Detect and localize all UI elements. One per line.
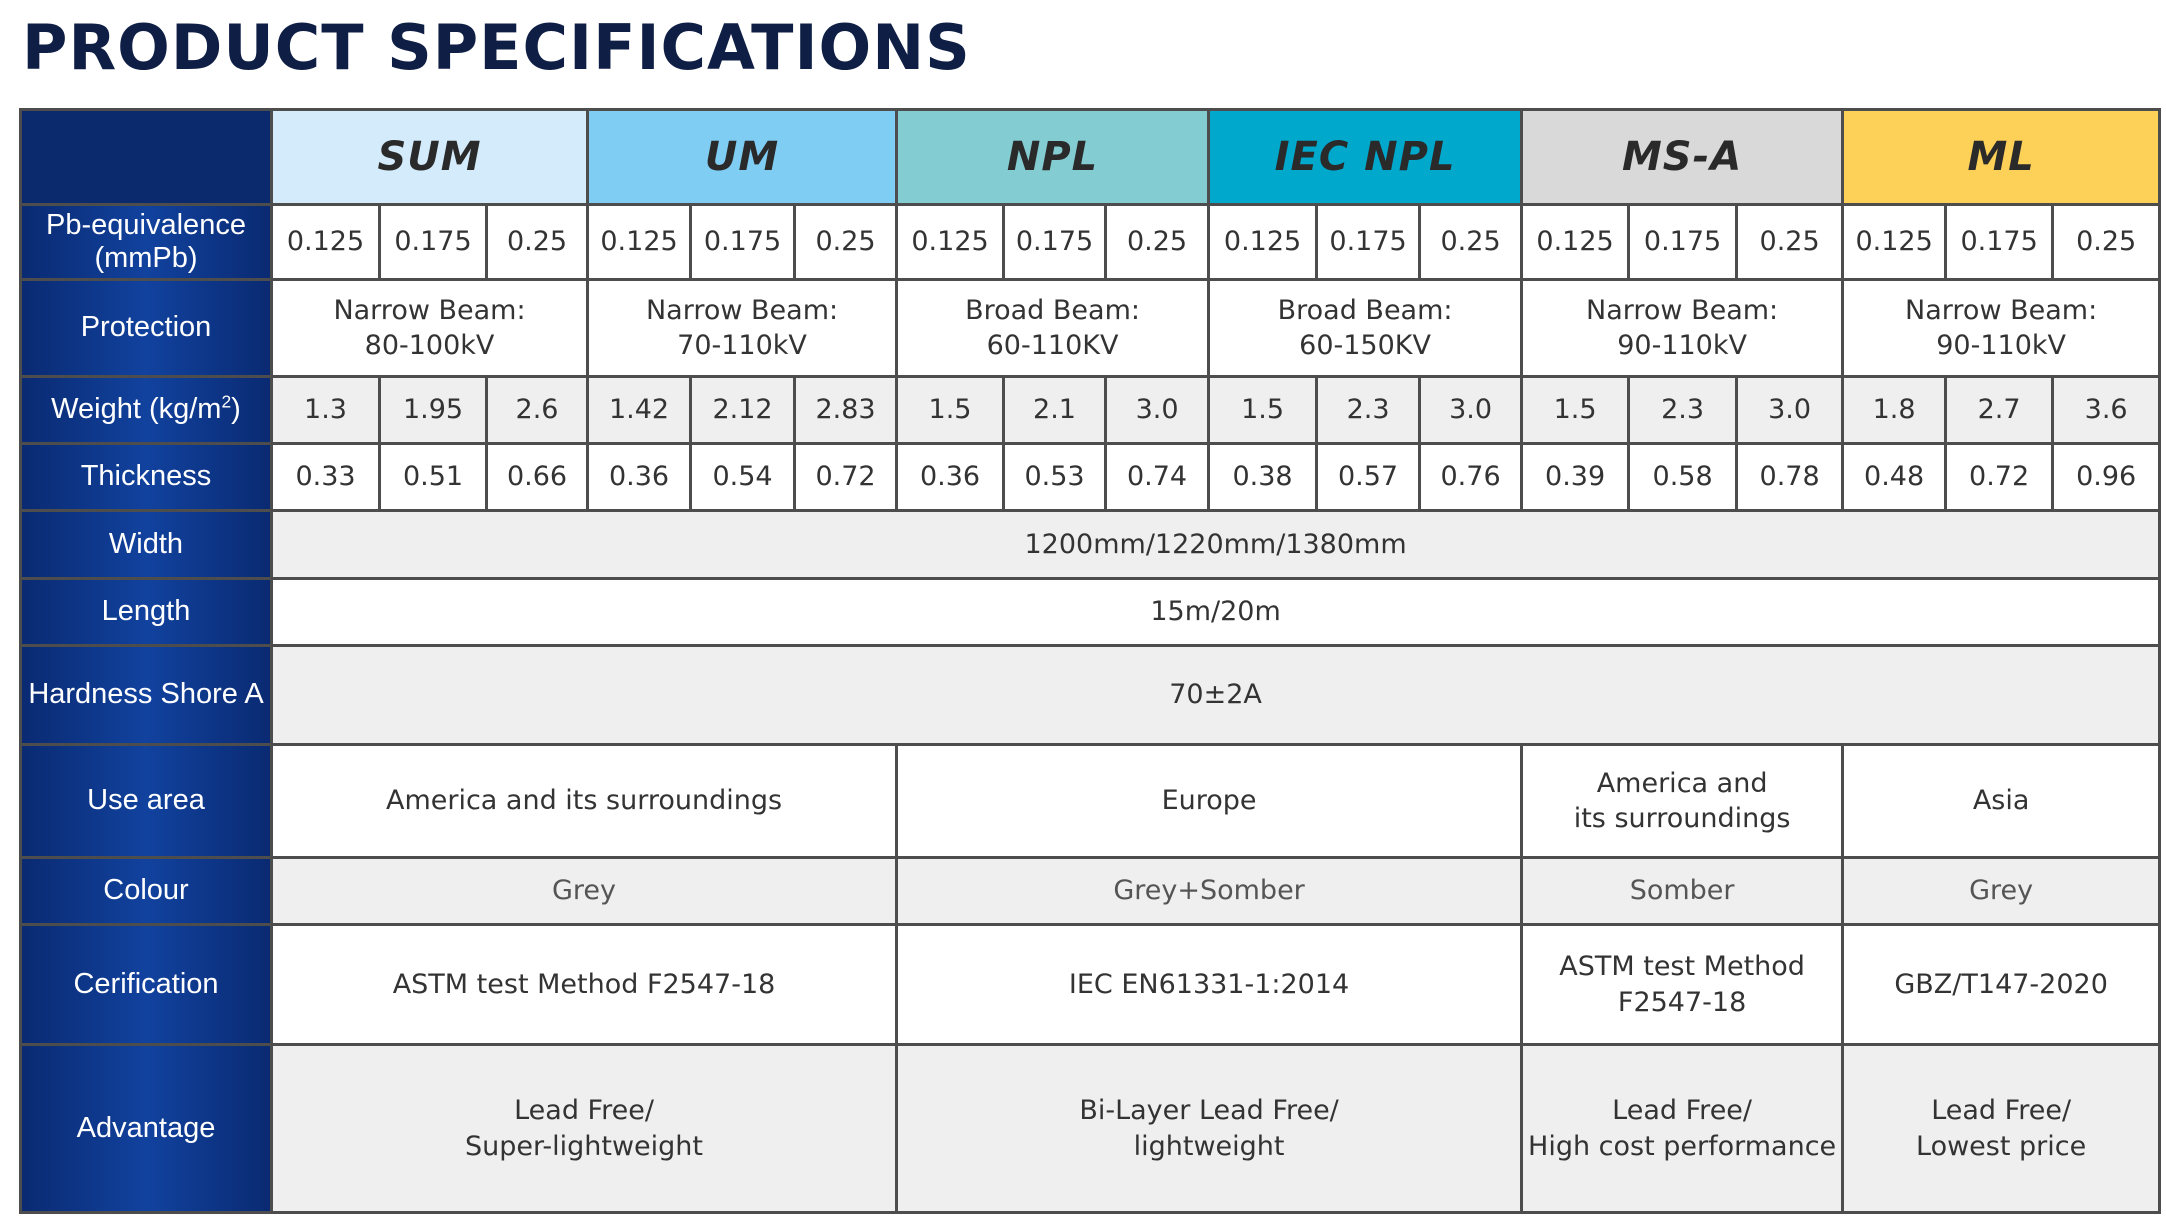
pb-cell: 0.175 — [1629, 205, 1737, 280]
weight-cell: 2.6 — [487, 377, 588, 444]
use-area-ml: Asia — [1843, 745, 2160, 858]
pb-cell: 0.125 — [272, 205, 380, 280]
row-label-pb: Pb-equivalence (mmPb) — [21, 205, 272, 280]
row-label-protection: Protection — [21, 280, 272, 377]
header-ml: ML — [1843, 110, 2160, 205]
certification-ml: GBZ/T147-2020 — [1843, 925, 2160, 1045]
thickness-cell: 0.76 — [1420, 444, 1522, 511]
row-label-thickness: Thickness — [21, 444, 272, 511]
row-label-length: Length — [21, 579, 272, 646]
pb-cell: 0.175 — [691, 205, 795, 280]
thickness-cell: 0.51 — [380, 444, 487, 511]
header-sum: SUM — [272, 110, 588, 205]
certification-sum-um: ASTM test Method F2547-18 — [272, 925, 897, 1045]
thickness-cell: 0.66 — [487, 444, 588, 511]
advantage-ms-a: Lead Free/ High cost performance — [1522, 1045, 1843, 1213]
thickness-row — [21, 444, 2160, 511]
pb-row — [21, 205, 2160, 280]
thickness-cell: 0.53 — [1004, 444, 1106, 511]
certification-npl-iec: IEC EN61331-1:2014 — [897, 925, 1522, 1045]
header-iec-npl: IEC NPL — [1209, 110, 1522, 205]
colour-npl-iec: Grey+Somber — [897, 858, 1522, 925]
row-label-certification: Cerification — [21, 925, 272, 1045]
protection-cell: Broad Beam: 60-150KV — [1209, 280, 1522, 377]
thickness-cell: 0.72 — [1946, 444, 2053, 511]
weight-cell: 1.5 — [897, 377, 1004, 444]
advantage-ml: Lead Free/ Lowest price — [1843, 1045, 2160, 1213]
weight-cell: 2.7 — [1946, 377, 2053, 444]
pb-cell: 0.25 — [1737, 205, 1843, 280]
advantage-npl-iec: Bi-Layer Lead Free/ lightweight — [897, 1045, 1522, 1213]
width-value: 1200mm/1220mm/1380mm — [272, 511, 2160, 579]
row-label-colour: Colour — [21, 858, 272, 925]
use-area-sum-um: America and its surroundings — [272, 745, 897, 858]
pb-cell: 0.175 — [1946, 205, 2053, 280]
pb-cell: 0.25 — [795, 205, 897, 280]
thickness-cell: 0.57 — [1317, 444, 1420, 511]
pb-cell: 0.175 — [1317, 205, 1420, 280]
weight-cell: 2.1 — [1004, 377, 1106, 444]
pb-cell: 0.175 — [380, 205, 487, 280]
protection-cell: Narrow Beam: 90-110kV — [1522, 280, 1843, 377]
thickness-cell: 0.74 — [1106, 444, 1209, 511]
width-row — [21, 511, 2160, 579]
weight-cell: 1.3 — [272, 377, 380, 444]
advantage-row — [21, 1045, 2160, 1213]
weight-cell: 1.42 — [588, 377, 691, 444]
thickness-cell: 0.33 — [272, 444, 380, 511]
pb-cell: 0.125 — [1843, 205, 1946, 280]
header-ms-a: MS-A — [1522, 110, 1843, 205]
weight-cell: 2.3 — [1317, 377, 1420, 444]
pb-cell: 0.25 — [2053, 205, 2160, 280]
protection-row — [21, 280, 2160, 377]
use-area-npl-iec: Europe — [897, 745, 1522, 858]
thickness-cell: 0.78 — [1737, 444, 1843, 511]
pb-cell: 0.175 — [1004, 205, 1106, 280]
certification-ms-a: ASTM test Method F2547-18 — [1522, 925, 1843, 1045]
length-row — [21, 579, 2160, 646]
row-label-use-area: Use area — [21, 745, 272, 858]
use-area-ms-a: America and its surroundings — [1522, 745, 1843, 858]
header-um: UM — [588, 110, 897, 205]
certification-row — [21, 925, 2160, 1045]
weight-cell: 2.83 — [795, 377, 897, 444]
pb-cell: 0.125 — [1209, 205, 1317, 280]
weight-cell: 1.95 — [380, 377, 487, 444]
thickness-cell: 0.38 — [1209, 444, 1317, 511]
row-label-advantage: Advantage — [21, 1045, 272, 1213]
thickness-cell: 0.36 — [897, 444, 1004, 511]
thickness-cell: 0.58 — [1629, 444, 1737, 511]
header-corner-cell — [21, 110, 272, 205]
colour-ml: Grey — [1843, 858, 2160, 925]
pb-cell: 0.125 — [588, 205, 691, 280]
row-label-hardness: Hardness Shore A — [21, 646, 272, 745]
weight-row — [21, 377, 2160, 444]
pb-cell: 0.25 — [1420, 205, 1522, 280]
spec-table — [19, 108, 2161, 1214]
thickness-cell: 0.36 — [588, 444, 691, 511]
weight-cell: 3.6 — [2053, 377, 2160, 444]
thickness-cell: 0.54 — [691, 444, 795, 511]
weight-cell: 2.3 — [1629, 377, 1737, 444]
weight-cell: 3.0 — [1420, 377, 1522, 444]
page-title: PRODUCT SPECIFICATIONS — [22, 11, 971, 84]
pb-cell: 0.125 — [897, 205, 1004, 280]
pb-cell: 0.25 — [1106, 205, 1209, 280]
thickness-cell: 0.48 — [1843, 444, 1946, 511]
weight-cell: 3.0 — [1737, 377, 1843, 444]
protection-cell: Narrow Beam: 90-110kV — [1843, 280, 2160, 377]
length-value: 15m/20m — [272, 579, 2160, 646]
row-label-width: Width — [21, 511, 272, 579]
pb-cell: 0.25 — [487, 205, 588, 280]
pb-cell: 0.125 — [1522, 205, 1629, 280]
protection-cell: Broad Beam: 60-110KV — [897, 280, 1209, 377]
header-npl: NPL — [897, 110, 1209, 205]
colour-ms-a: Somber — [1522, 858, 1843, 925]
hardness-row — [21, 646, 2160, 745]
advantage-sum-um: Lead Free/ Super-lightweight — [272, 1045, 897, 1213]
weight-cell: 1.5 — [1522, 377, 1629, 444]
thickness-cell: 0.72 — [795, 444, 897, 511]
protection-cell: Narrow Beam: 80-100kV — [272, 280, 588, 377]
weight-cell: 1.5 — [1209, 377, 1317, 444]
hardness-value: 70±2A — [272, 646, 2160, 745]
colour-sum-um: Grey — [272, 858, 897, 925]
row-label-weight: Weight $(kg/m^2)$ — [21, 377, 272, 444]
colour-row — [21, 858, 2160, 925]
weight-cell: 2.12 — [691, 377, 795, 444]
thickness-cell: 0.39 — [1522, 444, 1629, 511]
weight-cell: 3.0 — [1106, 377, 1209, 444]
thickness-cell: 0.96 — [2053, 444, 2160, 511]
protection-cell: Narrow Beam: 70-110kV — [588, 280, 897, 377]
header-row — [21, 110, 2160, 205]
use-area-row — [21, 745, 2160, 858]
weight-cell: 1.8 — [1843, 377, 1946, 444]
